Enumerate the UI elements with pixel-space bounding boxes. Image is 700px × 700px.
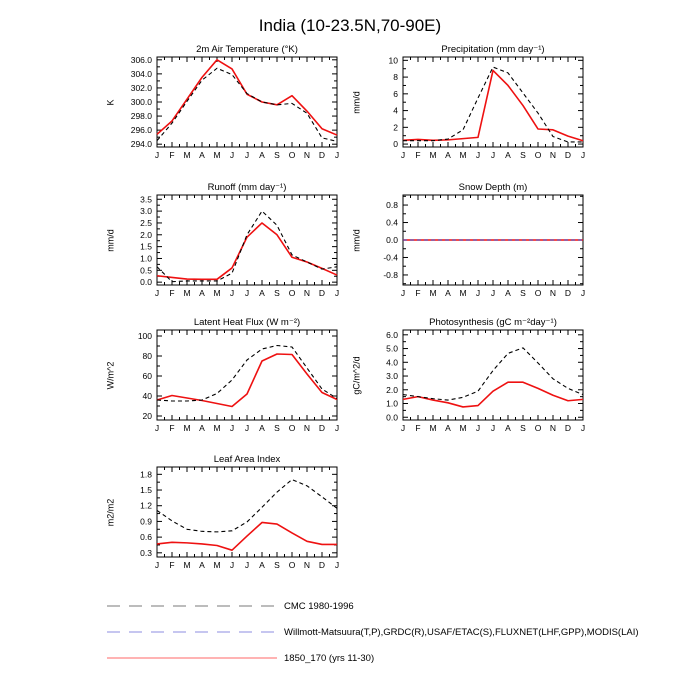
plot-area (97, 43, 367, 178)
legend-label: 1850_170 (yrs 11-30) (284, 652, 375, 664)
svg-text:F: F (415, 288, 421, 298)
svg-text:A: A (199, 288, 205, 298)
svg-text:6.0: 6.0 (386, 329, 398, 340)
svg-text:8: 8 (393, 72, 398, 83)
svg-text:J: J (475, 423, 481, 433)
svg-text:J: J (475, 150, 481, 160)
y-axis-label: K (105, 99, 116, 106)
chart-title: Snow Depth (m) (458, 182, 528, 193)
svg-text:M: M (213, 560, 221, 570)
svg-text:0.4: 0.4 (386, 217, 398, 228)
svg-text:0.5: 0.5 (140, 265, 152, 276)
svg-text:O: O (534, 150, 542, 160)
svg-text:J: J (334, 423, 340, 433)
svg-text:2.0: 2.0 (140, 229, 152, 240)
legend-solid-red-line (107, 653, 277, 663)
svg-text:J: J (400, 288, 406, 298)
svg-text:M: M (429, 423, 437, 433)
svg-text:3.0: 3.0 (140, 206, 152, 217)
svg-text:0.0: 0.0 (386, 235, 398, 245)
plot-area (343, 43, 613, 178)
svg-text:1.8: 1.8 (140, 469, 152, 480)
chart-leaf-area-index (97, 453, 367, 588)
svg-text:A: A (199, 560, 205, 570)
chart-snow-depth (343, 181, 613, 316)
svg-text:304.0: 304.0 (130, 68, 152, 79)
svg-text:298.0: 298.0 (130, 111, 152, 122)
svg-text:S: S (520, 150, 526, 160)
chart-runoff (97, 181, 367, 316)
svg-text:10: 10 (388, 55, 398, 66)
svg-text:J: J (334, 288, 340, 298)
svg-text:A: A (259, 288, 265, 298)
chart-title: Precipitation (mm day⁻¹) (441, 44, 545, 55)
svg-text:0.0: 0.0 (140, 277, 152, 288)
svg-text:J: J (490, 423, 496, 433)
svg-text:M: M (213, 288, 221, 298)
page-title: India (10-23.5N,70-90E) (258, 16, 442, 35)
svg-text:0.3: 0.3 (140, 547, 152, 558)
svg-text:J: J (229, 423, 235, 433)
svg-text:6: 6 (393, 88, 398, 99)
svg-text:A: A (505, 423, 511, 433)
svg-text:J: J (229, 150, 235, 160)
svg-text:O: O (534, 423, 542, 433)
chart-title: Photosynthesis (gC m⁻²day⁻¹) (429, 317, 557, 328)
y-axis-label: gC/m^2/d (351, 356, 362, 395)
svg-text:40: 40 (142, 391, 152, 401)
legend-item-observations (107, 626, 639, 638)
svg-text:A: A (445, 150, 451, 160)
svg-text:A: A (505, 288, 511, 298)
chart-title: 2m Air Temperature (°K) (196, 44, 298, 55)
svg-text:300.0: 300.0 (130, 97, 152, 107)
svg-text:N: N (303, 288, 311, 298)
plot-area (343, 316, 613, 451)
svg-text:S: S (274, 423, 280, 433)
svg-text:S: S (520, 288, 526, 298)
svg-text:S: S (274, 560, 280, 570)
svg-text:M: M (459, 150, 467, 160)
svg-text:20: 20 (142, 411, 152, 421)
y-axis-label: W/m^2 (105, 361, 116, 390)
svg-text:S: S (274, 288, 280, 298)
svg-text:D: D (318, 150, 326, 160)
svg-text:J: J (244, 560, 250, 570)
svg-text:M: M (183, 288, 191, 298)
svg-text:J: J (154, 560, 160, 570)
svg-text:M: M (429, 288, 437, 298)
svg-text:D: D (318, 560, 326, 570)
svg-text:5.0: 5.0 (386, 343, 398, 354)
legend-dashed-gray-line (107, 601, 277, 611)
svg-text:D: D (564, 423, 572, 433)
chart-title: Leaf Area Index (213, 454, 281, 465)
svg-text:N: N (303, 150, 311, 160)
svg-text:0.8: 0.8 (386, 200, 398, 211)
svg-text:J: J (580, 288, 586, 298)
svg-text:1.2: 1.2 (140, 500, 152, 511)
svg-text:J: J (475, 288, 481, 298)
svg-text:4: 4 (393, 105, 398, 116)
svg-text:F: F (169, 150, 175, 160)
svg-text:A: A (445, 288, 451, 298)
chart-title: Runoff (mm day⁻¹) (207, 182, 287, 193)
svg-text:F: F (169, 560, 175, 570)
svg-text:J: J (154, 150, 160, 160)
svg-text:J: J (490, 288, 496, 298)
svg-text:D: D (318, 423, 326, 433)
svg-text:M: M (183, 560, 191, 570)
svg-text:302.0: 302.0 (130, 82, 152, 93)
y-axis-label: m2/m2 (105, 498, 116, 527)
svg-text:A: A (259, 150, 265, 160)
svg-text:A: A (259, 560, 265, 570)
chart-latent-heat-flux (97, 316, 367, 451)
svg-text:J: J (490, 150, 496, 160)
plot-area (97, 316, 367, 451)
svg-text:O: O (288, 560, 296, 570)
svg-text:A: A (445, 423, 451, 433)
legend-item-model-run (107, 652, 374, 664)
svg-text:1.0: 1.0 (140, 253, 152, 264)
legend-label: Willmott-Matsuura(T,P),GRDC(R),USAF/ETAC(S),FLUXNET(LHF,GPP),MODIS(LAI) (284, 626, 639, 638)
svg-text:M: M (429, 150, 437, 160)
svg-text:60: 60 (142, 371, 152, 381)
svg-text:J: J (244, 423, 250, 433)
svg-text:1.5: 1.5 (140, 241, 152, 252)
svg-text:2.5: 2.5 (140, 217, 152, 228)
svg-text:80: 80 (142, 351, 152, 361)
svg-text:-0.8: -0.8 (383, 269, 398, 280)
svg-text:J: J (334, 560, 340, 570)
svg-text:D: D (564, 150, 572, 160)
svg-text:M: M (183, 423, 191, 433)
svg-text:J: J (334, 150, 340, 160)
svg-text:100: 100 (137, 331, 152, 341)
svg-text:M: M (183, 150, 191, 160)
svg-text:F: F (415, 150, 421, 160)
svg-text:2: 2 (393, 122, 398, 133)
svg-text:O: O (288, 288, 296, 298)
svg-text:J: J (580, 150, 586, 160)
svg-text:0.9: 0.9 (140, 516, 152, 527)
svg-text:J: J (400, 423, 406, 433)
svg-text:-0.4: -0.4 (383, 252, 398, 263)
chart-photosynthesis (343, 316, 613, 451)
svg-text:J: J (580, 423, 586, 433)
svg-text:A: A (199, 150, 205, 160)
svg-text:O: O (288, 150, 296, 160)
svg-text:F: F (169, 423, 175, 433)
svg-text:294.0: 294.0 (130, 139, 152, 150)
svg-text:0.0: 0.0 (386, 412, 398, 423)
svg-text:N: N (549, 423, 557, 433)
svg-text:N: N (303, 560, 311, 570)
svg-text:N: N (549, 288, 557, 298)
svg-text:O: O (534, 288, 542, 298)
svg-text:2.0: 2.0 (386, 384, 398, 395)
svg-text:D: D (318, 288, 326, 298)
svg-text:J: J (229, 288, 235, 298)
svg-text:J: J (154, 288, 160, 298)
svg-text:M: M (459, 288, 467, 298)
legend-item-cmc (107, 600, 354, 612)
svg-text:M: M (213, 423, 221, 433)
plot-area (343, 181, 613, 316)
svg-text:0.6: 0.6 (140, 532, 152, 543)
chart-title: Latent Heat Flux (W m⁻²) (193, 317, 301, 328)
svg-text:306.0: 306.0 (130, 54, 152, 65)
plot-area (97, 181, 367, 316)
svg-text:A: A (505, 150, 511, 160)
svg-text:4.0: 4.0 (386, 357, 398, 368)
svg-text:N: N (303, 423, 311, 433)
svg-text:1.0: 1.0 (386, 398, 398, 409)
svg-text:M: M (459, 423, 467, 433)
svg-text:0: 0 (393, 139, 398, 150)
svg-text:296.0: 296.0 (130, 125, 152, 136)
chart-2m-air-temperature (97, 43, 367, 178)
y-axis-label: mm/d (351, 229, 362, 252)
svg-text:D: D (564, 288, 572, 298)
chart-precipitation (343, 43, 613, 178)
svg-text:S: S (274, 150, 280, 160)
svg-text:J: J (400, 150, 406, 160)
svg-text:J: J (154, 423, 160, 433)
legend-dashed-blue-line (107, 627, 277, 637)
svg-text:A: A (199, 423, 205, 433)
svg-text:M: M (213, 150, 221, 160)
plot-area (97, 453, 367, 588)
y-axis-label: mm/d (105, 229, 116, 252)
legend-label: CMC 1980-1996 (284, 600, 354, 612)
svg-text:3.0: 3.0 (386, 371, 398, 382)
svg-text:J: J (229, 560, 235, 570)
svg-text:J: J (244, 150, 250, 160)
svg-text:N: N (549, 150, 557, 160)
y-axis-label: mm/d (351, 91, 362, 114)
svg-text:1.5: 1.5 (140, 485, 152, 496)
svg-text:J: J (244, 288, 250, 298)
svg-text:F: F (415, 423, 421, 433)
svg-text:O: O (288, 423, 296, 433)
svg-text:3.5: 3.5 (140, 194, 152, 205)
svg-text:S: S (520, 423, 526, 433)
svg-text:A: A (259, 423, 265, 433)
svg-text:F: F (169, 288, 175, 298)
